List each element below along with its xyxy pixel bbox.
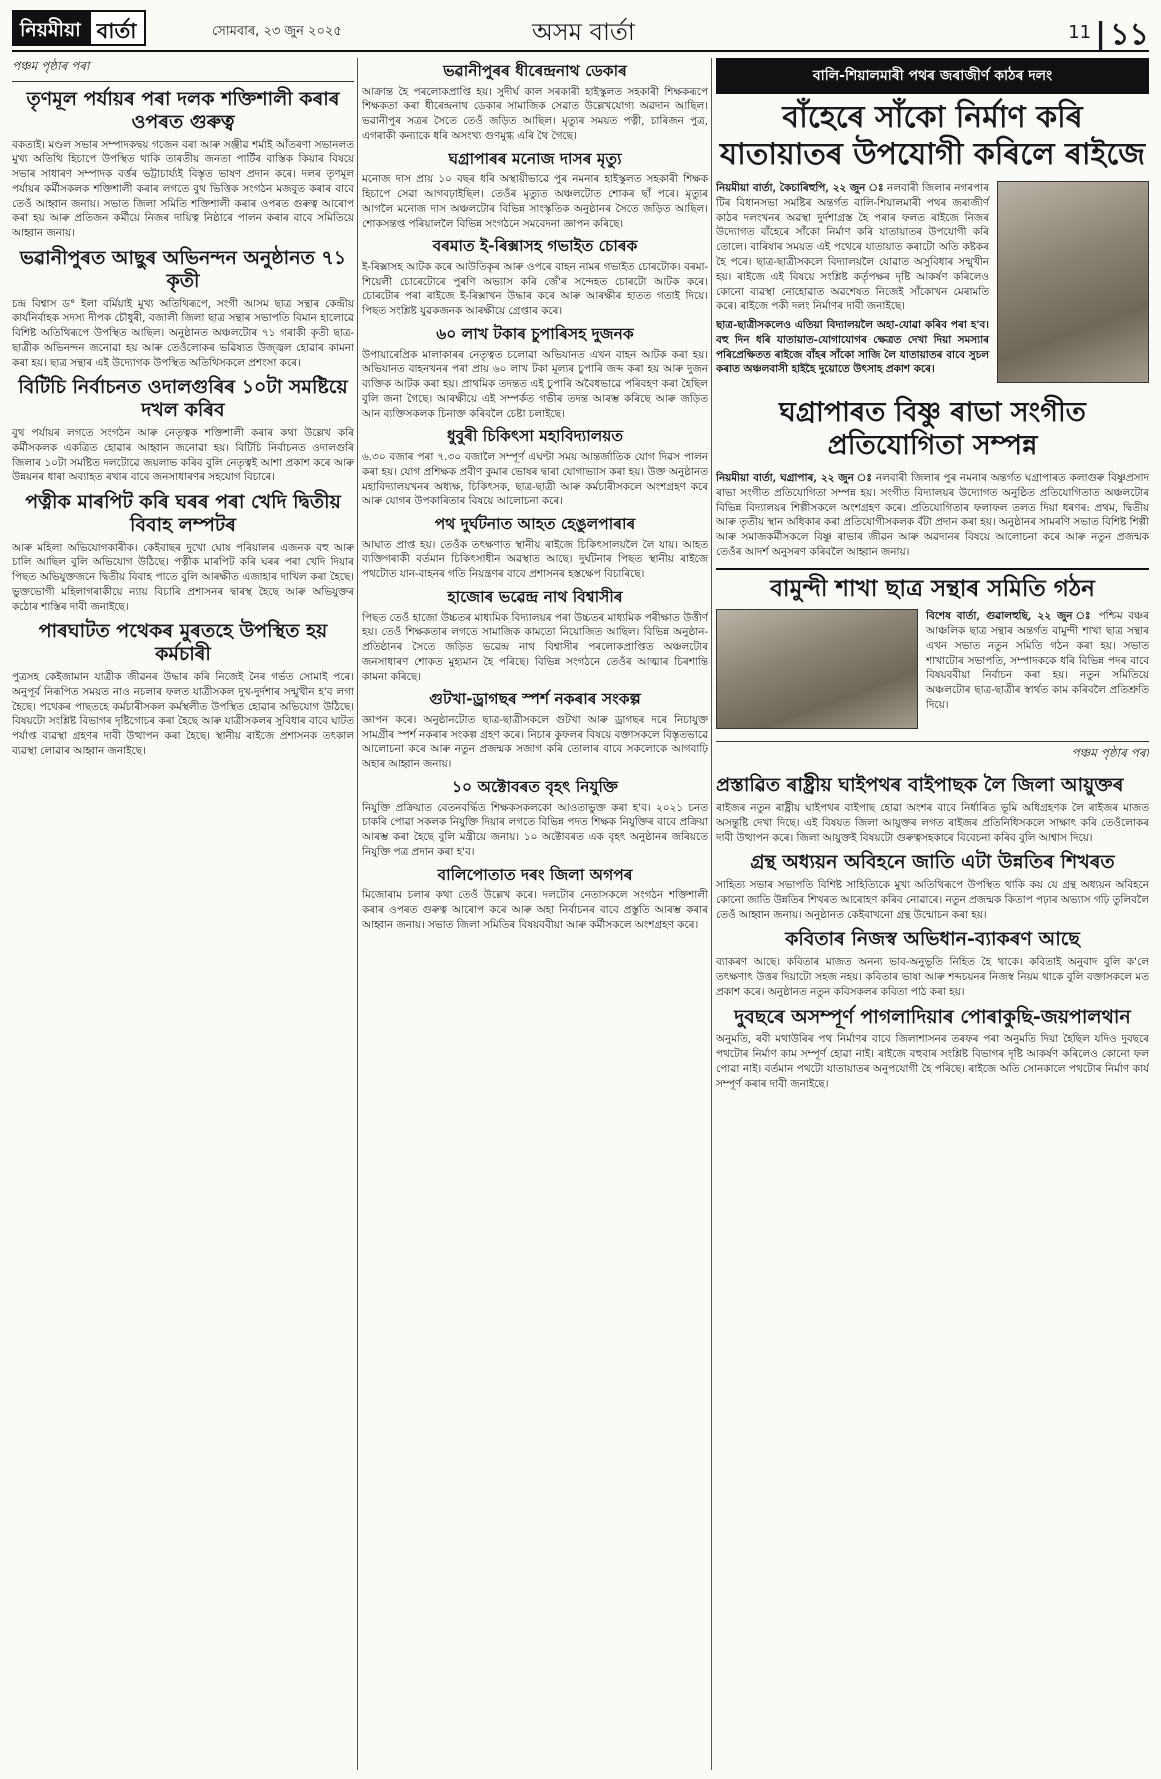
story-headline: প্ৰস্তাৱিত ৰাষ্ট্ৰীয় ঘাইপথৰ বাইপাছক লৈ জিলা আয়ুক্তৰ bbox=[716, 774, 1124, 797]
story-headline: ৬০ লাখ টকাৰ চুপাৰিসহ দুজনক bbox=[436, 324, 634, 343]
story-dateline: বিশেষ বাৰ্তা, গুৱালহুছি, ২২ জুন ঃ bbox=[926, 610, 1093, 623]
story-headline: পথ দুৰ্ঘটনাত আহত হেঙুলপাৰাৰ bbox=[434, 515, 636, 534]
story-body: নিযুক্তি প্ৰক্ৰিয়াত বেতনবৰ্দ্ধিত শিক্ষকসকলকো আওতাভুক্ত কৰা হ'ব। ২০২১ চনত চাকৰি পোৱা সকলক নিযুক্তি দিয়াৰ লগতে বিভিন্ন পদত শিক্ষক নিযুক্তিৰ বাবে প্ৰক্ৰিয়া আৰম্ভ কৰা হৈছে বুলি মন্ত্ৰীয়ে জনায়। ১০ অক্টোবৰত এক বৃহৎ অনুষ্ঠানৰ জৰিয়তে নিযুক্তি পত্ৰ প্ৰদান কৰা হ'ব। bbox=[362, 801, 708, 858]
story-body: চন্দ্ৰ বিশ্বাস ড° ইলা বৰ্মিয়াই মুখ্য অতিথিৰূপে, সংগী আসম ছাত্ৰ সন্থাৰ কেন্দ্ৰীয় কাৰ্যনিৰ্বাহক সদস্য দীপক চৌধুৰী, বজালী জিলা ছাত্ৰ সন্থাৰ সভাপতি বিমান হালোৱে বিশিষ্ট অতিথিৰূপে উপস্থিত আছিল। অনুষ্ঠানত অঞ্চলটোৰ ৭১ গৰাকী কৃতী ছাত্ৰ-ছাত্ৰীক অভিনন্দন জনোৱা হয় আৰু তেওঁলোকৰ ভৱিষ্যত উজ্জ্বল হোৱাৰ কামনা কৰা হয়। ছাত্ৰ সন্থাৰ এই উদ্যোগক উপস্থিত অতিথিসকলে প্ৰশংসা কৰে। bbox=[12, 297, 354, 369]
story-body: নলবাৰী জিলাৰ নগৰপাৰ টিৰ বিধানসভা সমষ্টিৰ অন্তৰ্গত বালি-শিয়ালমাৰী পথৰ জৰাজীৰ্ণ কাঠৰ দলংখনৰ অৱস্থা দুৰ্দশাগ্ৰস্ত হৈ পৰাৰ ফলত ৰাইজে নিজৰ উদ্যোগত বাঁহেৰে সাঁকো নিৰ্মাণ কৰি যাতায়াতৰ উপযোগী কৰি তোলে। বাৰিষাৰ সময়ত এই পথেৰে যাতায়াত কৰাটো অতি কষ্টকৰ হৈ পৰে। ছাত্ৰ-ছাত্ৰীসকলে বিদ্যালয়লৈ যোৱাত অসুবিধাৰ সন্মুখীন হয়। ৰাইজে এই বিষয়ে সংশ্লিষ্ট কৰ্তৃপক্ষৰ দৃষ্টি আকৰ্ষণ কৰিলেও কোনো ব্যৱস্থা নোহোৱাত অৱশেষত নিজেই সাঁকোখন মেৰামতি কৰে। ৰাইজে পকী দলং নিৰ্মাণৰ দাবী জনাইছে। bbox=[716, 182, 989, 313]
story bbox=[12, 376, 354, 485]
story-headline: বৰমাত ই-ৰিক্সাসহ গভাইত চোৰক bbox=[432, 237, 638, 256]
story-body: জ্ঞাপন কৰে। অনুষ্ঠানটোত ছাত্ৰ-ছাত্ৰীসকলে গুটখা আৰু ড্ৰাগছৰ দৰে নিচাযুক্ত সামগ্ৰীৰ স্পৰ্শ নকৰাৰ সংকল্প গ্ৰহণ কৰে। নিচাৰ কুফলৰ বিষয়ে বক্তাসকলে বিস্তৃতভাৱে আলোচনা কৰে আৰু নতুন প্ৰজন্মক সজাগ কৰি তোলাৰ বাবে সকলোকে আগবাঢ়ি অহাৰ আহ্বান জনায়। bbox=[362, 713, 708, 771]
story bbox=[362, 150, 708, 232]
right-column bbox=[716, 58, 1149, 1770]
left-column bbox=[12, 58, 354, 1770]
story bbox=[12, 491, 354, 614]
story-body: বুথ পৰ্যায়ৰ লগতে সংগঠন আৰু নেতৃত্বক শক্তিশালী কৰাৰ কথা উল্লেখ কৰি কৰ্মীসকলক একত্ৰিত হোৱাৰ আহ্বান জনোৱা হয়। বিটিচি নিৰ্বাচনত ওদালগুৰি জিলাৰ ১০টা সমষ্টিত দলটোৱে জয়লাভ কৰিব বুলি নেতৃত্বই আশা প্ৰকাশ কৰে আৰু উন্নয়নৰ ধাৰা অব্যাহত ৰখাৰ বাবে জনসাধাৰণৰ সহযোগ বিচাৰে। bbox=[12, 426, 354, 484]
story-body: আৰু মহিলা অভিযোগকাৰীক। কেইবাছৰ দুখো ঘোষ পৰিয়ালৰ এজনক বহু আৰু চালি আছিল বুলি অভিযোগ উঠিছে। পত্নীক মাৰপিট কৰি ঘৰৰ পৰা খেদি দিয়াৰ পিছত অভিযুক্তজনে দ্বিতীয় বিবাহ পাতে বুলি আৰক্ষীত এজাহাৰ দাখিল কৰা হৈছে। ভুক্তভোগী মহিলাগৰাকীয়ে ন্যায় বিচাৰি প্ৰশাসনৰ দ্বাৰস্থ হৈছে আৰু অভিযুক্তৰ কঠোৰ শাস্তিৰ দাবী জনাইছে। bbox=[12, 541, 354, 613]
page-number-small: 11 bbox=[1068, 22, 1092, 43]
story-headline: ভৱানীপুৰৰ ধীৰেন্দ্ৰনাথ ডেকাৰ bbox=[443, 62, 627, 80]
story bbox=[362, 866, 708, 933]
story-body: সাহিত্য সভাৰ সভাপতি বিশিষ্ট সাহিত্যিকে মুখ্য অতিথিৰূপে উপস্থিত থাকি কয় যে গ্ৰন্থ অধ্যয়ন অবিহনে কোনো জাতি উন্নতিৰ শিখৰত আৰোহণ কৰিব নোৱাৰে। নতুন প্ৰজন্মক কিতাপ পঢ়াৰ অভ্যাস গঢ়ি তুলিবলৈ তেওঁ আহ্বান জনায়। অনুষ্ঠানত কেইবাখনো গ্ৰন্থ উন্মোচন কৰা হয়। bbox=[716, 879, 1149, 921]
middle-column bbox=[362, 58, 708, 1770]
story-body: ৰাইজৰ নতুন ৰাষ্ট্ৰীয় ঘাইপথৰ বাইপাছ হোৱা অংশৰ বাবে নিৰ্ধাৰিত ভূমি অধিগ্ৰহণক লৈ ৰাইজৰ মাজত অসন্তুষ্টি দেখা দিছে। এই বিষয়ত জিলা আয়ুক্তৰ লগত ৰাইজৰ প্ৰতিনিধিসকলে সাক্ষাৎ কৰি তেওঁলোকৰ দাবী উত্থাপন কৰে। জিলা আয়ুক্তই বিষয়টো গুৰুত্বসহকাৰে বিবেচনা কৰিব বুলি আশ্বাস দিয়ে। bbox=[716, 802, 1149, 844]
story-body: অনুমতি, ৰবী মথাউৰিৰ পথ নিৰ্মাণৰ বাবে জিলাশাসনৰ তৰফৰ পৰা অনুমতি দিয়া হৈছিল যদিও দুবছৰে পথটোৰ নিৰ্মাণ কাম সম্পূৰ্ণ হোৱা নাই। ৰাইজে বহুবাৰ সংশ্লিষ্ট বিভাগৰ দৃষ্টি আকৰ্ষণ কৰিলেও কোনো ফল পোৱা নাই। বৰ্তমান পথটো যাতায়াতৰ অনুপযোগী হৈ পৰিছে। ৰাইজে অতি সোনকালে পথটোৰ নিৰ্মাণ কাৰ্য সম্পূৰ্ণ কৰাৰ দাবী জনাইছে। bbox=[716, 1033, 1149, 1090]
story bbox=[362, 690, 708, 772]
story-body: নলবাৰী জিলাৰ পুৰ নমনাৰ অন্তৰ্গত ঘগ্ৰাপাৰত কলাগুৰু বিষ্ণুপ্ৰসাদ ৰাভা সংগীত প্ৰতিযোগিতা সম্পন্ন হয়। সংগীত বিদ্যালয়ৰ উদ্যোগত অনুষ্ঠিত প্ৰতিযোগিতাত অঞ্চলটোৰ বিভিন্ন বিদ্যালয়ৰ শিল্পীসকলে অংশগ্ৰহণ কৰে। প্ৰতিযোগিতাৰ ফলাফল তলত দিয়া ধৰণৰ: প্ৰথম, দ্বিতীয় আৰু তৃতীয় স্থান অধিকাৰ কৰা প্ৰতিযোগীসকলক বঁটা প্ৰদান কৰা হয়। অনুষ্ঠানৰ সামৰণি সভাত বিশিষ্ট শিল্পী আৰু সমাজকৰ্মীসকলে বিষ্ণু ৰাভাৰ জীৱন আৰু অৱদানৰ বিষয়ে আলোচনা কৰে আৰু নতুন প্ৰজন্মক তেওঁৰ আদৰ্শ অনুসৰণ কৰিবলৈ আহ্বান জনায়। bbox=[716, 472, 1149, 558]
story bbox=[716, 851, 1149, 922]
story-headline: গ্ৰন্থ অধ্যয়ন অবিহনে জাতি এটা উন্নতিৰ শিখৰত bbox=[750, 851, 1115, 874]
story-body: বকতাই। মণ্ডল সভাৰ সম্পাদকদ্বয় গজেন বৰা আৰু সঞ্জীৱ শৰ্মাই আঁতৰণা সভানলত মুখ্য অতিথি হিচাপে উপস্থিত থাকি তাৰতীয় জনতা পাৰ্টিৰ বাস্তিক কিয়াৰ বিষয়ে সভাৰ সাধাৰণ সম্পাদক বৰ্ত্তৰ ভট্টাচাৰ্য্যই বিস্তৃত ভাষণ প্ৰদান কৰে। দলৰ তৃণমূল পৰ্যায়ৰ কৰ্মীসকলক শক্তিশালী কৰাৰ লগতে বুথ ভিত্তিক সংগঠন মজবুত কৰাৰ বাবে তেওঁ আহ্বান জনায়। সভাত জিলা সমিতি শক্তিশালী কৰাৰ ওপৰত গুৰুত্ব আৰোপ কৰা হয় আৰু প্ৰতিজন কৰ্মীয়ে নিজৰ দায়িত্ব নিষ্ঠাৰে পালন কৰাৰ বাবে সমিতিয়ে আহ্বান জনায়। bbox=[12, 138, 354, 240]
story-body: মিজোৰাম চলাৰ কথা তেওঁ উল্লেখ কৰে। দলটোৰ নেতাসকলে সংগঠন শক্তিশালী কৰাৰ ওপৰত গুৰুত্ব আৰোপ কৰে আৰু অহা নিৰ্বাচনৰ বাবে প্ৰস্তুতি আৰম্ভ কৰাৰ আহ্বান জনায়। সভাত জিলা সমিতিৰ বিষয়ববীয়া আৰু কৰ্মীসকলে অংশগ্ৰহণ কৰে। bbox=[362, 889, 708, 931]
issue-date: সোমবাৰ, ২৩ জুন ২০২৫ bbox=[212, 24, 342, 39]
story-body: পুত্ৰসহ কেইজামান যাত্ৰীক জীৱনৰ উদ্ধাৰ কৰি নিজেই নৈৰ গৰ্ভত সোমাই পৰে। অনুপূৰ্ব নিৰূপিত সময়ত নাও নচলাৰ ফলত যাত্ৰীসকল দুখ-দুৰ্দশাৰ সন্মুখীন হ'ব লগা হৈছে। পথেকৰ পাছতহে কৰ্মচাৰীসকল কৰ্মস্থলীত উপস্থিত হোৱাৰ অভিযোগ উঠিছে। বিষয়টো সংশ্লিষ্ট বিভাগৰ দৃষ্টিগোচৰ কৰা হৈছে আৰু যাত্ৰীসকলৰ সুবিধাৰ বাবে ঘাটত পৰ্যাপ্ত ব্যৱস্থা গ্ৰহণৰ দাবী উত্থাপন কৰা হৈছে। স্থানীয় ৰাইজে প্ৰশাসনক তৎকাল ব্যৱস্থা লোৱাৰ আহ্বান জনাইছে। bbox=[12, 671, 354, 757]
logo-left-word: নিয়মীয়া bbox=[12, 10, 89, 46]
story-headline: কবিতাৰ নিজস্ব অভিধান-ব্যাকৰণ আছে bbox=[785, 928, 1080, 951]
story-body: আঘাত প্ৰাপ্ত হয়। তেওঁক তৎক্ষণাত স্থানীয় ৰাইজে চিকিৎসালয়লৈ লৈ যায়। আহত ব্যক্তিগৰাকী বৰ্তমান চিকিৎসাধীন অৱস্থাত আছে। দুৰ্ঘটনাৰ পিছত স্থানীয় ৰাইজে পথটোত যান-বাহনৰ গতি নিয়ন্ত্ৰণৰ বাবে প্ৰশাসনৰ হস্তক্ষেপ বিচাৰিছে। bbox=[362, 538, 708, 581]
story-headline: বামুন্দী শাখা ছাত্ৰ সন্থাৰ সমিতি গঠন bbox=[716, 568, 1149, 604]
page-number-big: ১১ bbox=[1110, 17, 1149, 52]
story bbox=[716, 471, 1149, 560]
story-body: উপায়াৰেপ্ৰিক মালাকাৰৰ নেতৃত্বত চলোৱা অভিযানত এখন বাহন আটক কৰা হয়। অভিযানত বাহনখনৰ পৰা প্ৰায় ৬০ লাখ টকা মূল্যৰ চুপাৰি জব্দ কৰা হয় আৰু দুজন ব্যক্তিক আটক কৰা হয়। প্ৰাথমিক তদন্তত এই চুপাৰি অবৈধভাৱে পৰিবহণ কৰা হৈছিল বুলি জনা গৈছে। আৰক্ষীয়ে এই সম্পৰ্কত গভীৰ তদন্ত আৰম্ভ কৰিছে আৰু জড়িত আন ব্যক্তিসকলক চিনাক্ত কৰিবলৈ চেষ্টা চলাইছে। bbox=[362, 348, 708, 420]
story-headline: গুটখা-ড্ৰাগছৰ স্পৰ্শ নকৰাৰ সংকল্প bbox=[429, 690, 641, 709]
story-headline: তৃণমূল পৰ্যায়ৰ পৰা দলক শক্তিশালী কৰাৰ ওপৰত গুৰুত্ব bbox=[26, 88, 340, 133]
story bbox=[716, 774, 1149, 845]
continued-from-label: পঞ্চম পৃষ্ঠাৰ পৰা bbox=[716, 741, 1149, 768]
lead-story-kicker: বালি-শিয়ালমাৰী পথৰ জৰাজীৰ্ণ কাঠৰ দলং bbox=[716, 58, 1149, 94]
story-headline: ঘগ্ৰাপাৰত বিষ্ণু ৰাভা সংগীত প্ৰতিযোগিতা সম্পন্ন bbox=[779, 397, 1086, 462]
story-headline: বালিপোতাত দৰং জিলা অগপৰ bbox=[437, 865, 633, 884]
story-body: মনোজ দাস প্ৰায় ১০ বছৰ ধৰি অস্থায়ীভাৱে পুৰ নমনাৰ হাইস্কুলত সহকাৰী শিক্ষক হিচাপে সেৱা আগবঢ়াইছিল। তেওঁৰ মৃত্যুত অঞ্চলটোত শোকৰ ছাঁ পৰে। মৃত্যুৰ আগলৈ মনোজ দাস অঞ্চলটোৰ বিভিন্ন সাংস্কৃতিক অনুষ্ঠানৰ সৈতে জড়িত আছিল। শোকসন্তপ্ত পৰিয়াললৈ বিভিন্ন সংগঠনে সমবেদনা জ্ঞাপন কৰিছে। bbox=[362, 173, 708, 230]
story-body: পশ্চিম বঞ্চৰ আঞ্চলিক ছাত্ৰ সন্থাৰ অন্তৰ্গত বামুন্দী শাখা ছাত্ৰ সন্থাৰ এখন সভাত নতুন সমিতি গঠন কৰা হয়। সভাত শাখাটোৰ সভাপতি, সম্পাদককে ধৰি বিভিন্ন পদৰ বাবে বিষয়ববীয়া নিৰ্বাচন কৰা হয়। নতুন সমিতিয়ে অঞ্চলটোৰ ছাত্ৰ-ছাত্ৰীৰ স্বাৰ্থত কাম কৰিবলৈ প্ৰতিশ্ৰুতি দিয়ে। bbox=[926, 610, 1149, 711]
masthead bbox=[12, 8, 1149, 52]
bridge-photo bbox=[997, 181, 1149, 383]
story-headline: ধুবুৰী চিকিৎসা মহাবিদ্যালয়ত bbox=[446, 427, 624, 446]
column-divider bbox=[711, 58, 712, 1770]
photo-caption: ছাত্ৰ-ছাত্ৰীসকলেও এতিয়া বিদ্যালয়লৈ অহা-যোৱা কৰিব পৰা হ'ব। বহু দিন ধৰি যাতায়াত-যোগাযোগৰ ক্ষেত্ৰত দেখা দিয়া সমস্যাৰ পৰিপ্ৰেক্ষিতত ৰাইজে বাঁহৰ সাঁকো সাজি লৈ যাতায়াতৰ বাবে সুচল কৰাত অঞ্চলবাসী হাইহৈ দুয়োতে উৎসাহ প্ৰকাশ কৰে। bbox=[716, 319, 989, 376]
story-headline: দুবছৰে অসম্পূৰ্ণ পাগলাদিয়াৰ পোৰাকুছি-জয়পালথান bbox=[734, 1005, 1131, 1028]
story-body: ই-ৰিক্সাসহ আটক কৰে আউতিকৃৰ আৰু ওপৰে বাহন নামৰ গভাইত চোৰটোক। বৰমা-শিয়েলী চোৰেটোৰে পুৰণি অভ্যাস কৰি জেঁ'ৰ সন্দেহত চোৰটো আটক কৰে। চোৰটোৰ পৰা ৰাইজে ই-ৰিক্সাখন উদ্ধাৰ কৰে আৰু আৰক্ষীৰ হাতত গতাই দিয়ে। পিছত সংশ্লিষ্ট যুৱকজনক আৰক্ষীয়ে গ্ৰেপ্তাৰ কৰে। bbox=[362, 260, 708, 318]
story-dateline: নিয়মীয়া বাৰ্তা, কৈচাৰিহুপি, ২২ জুন ঃ bbox=[716, 182, 884, 195]
story bbox=[362, 778, 708, 860]
story-body: ব্যাকৰণ আছে। কবিতাৰ মাজত অনন্য ভাব-অনুভূতি নিহিত হৈ থাকে। কবিতাই অনুবাদ বুলি ক'লে তৎক্ষণাৎ উত্তৰ দিয়াটো সহজ নহয়। কবিতাৰ ভাষা আৰু শব্দচয়নৰ নিজস্ব নিয়ম থাকে বুলি বক্তাসকলে মত প্ৰকাশ কৰে। অনুষ্ঠানত নতুন কবিসকলৰ কবিতা পাঠ কৰা হয়। bbox=[716, 956, 1149, 998]
story-body: ৬.৩০ বজাৰ পৰা ৭.৩০ বজালৈ সম্পূৰ্ণ এঘণ্টা সময় আন্তৰ্জাতিক যোগ দিৱস পালন কৰা হয়। যোগ প্ৰশিক্ষক প্ৰবীণ কুমাৰ ভোষৰ দ্বাৰা যোগাভ্যাস কৰা হয়। উক্ত অনুষ্ঠানত মহাবিদ্যালয়খনৰ অধ্যক্ষ, চিকিৎসক, ছাত্ৰ-ছাত্ৰী আৰু কৰ্মচাৰীসকলে অংশগ্ৰহণ কৰে আৰু যোগৰ উপকাৰিতাৰ বিষয়ে আলোচনা কৰে। bbox=[362, 450, 708, 508]
story bbox=[362, 62, 708, 144]
story bbox=[362, 588, 708, 684]
story bbox=[362, 515, 708, 582]
column-divider bbox=[357, 58, 358, 1770]
lead-story-headline: বাঁহেৰে সাঁকো নিৰ্মাণ কৰি যাতায়াতৰ উপযোগী কৰিলে ৰাইজে bbox=[719, 100, 1146, 172]
story-headline: বিটিচি নিৰ্বাচনত ওদালগুৰিৰ ১০টা সমষ্টিয়ে দখল কৰিব bbox=[18, 376, 348, 422]
story-headline: পত্নীক মাৰপিট কৰি ঘৰৰ পৰা খেদি দ্বিতীয় বিবাহ লম্পটৰ bbox=[25, 491, 341, 536]
story bbox=[12, 247, 354, 370]
group-photo bbox=[716, 609, 918, 729]
story bbox=[716, 1006, 1149, 1092]
story bbox=[12, 620, 354, 758]
logo-right-word: বার্তা bbox=[89, 10, 147, 46]
page-number: $^{11}$ | ১১ bbox=[1068, 17, 1149, 52]
continued-from-label: পঞ্চম পৃষ্ঠাৰ পৰা bbox=[12, 58, 354, 82]
story-body: পিছত তেওঁ হাজো উচ্চতৰ মাধ্যমিক বিদ্যালয়ৰ পৰা উচ্চতৰ মাধ্যমিক পৰীক্ষাত উত্তীৰ্ণ হয়। তেওঁ শিক্ষকতাৰ লগতে সামাজিক কামতো নিয়োজিত আছিল। বিভিন্ন অনুষ্ঠান-প্ৰতিষ্ঠানৰ সৈতে জড়িত ভৱেন্দ্ৰ নাথ বিশ্বাসীৰ পৰলোকপ্ৰাপ্তিত অঞ্চলটোৰ জনসাধাৰণ শোকত মুহ্যমান হৈ পৰিছে। বিভিন্ন সংগঠনে তেওঁৰ আত্মাৰ চিৰশান্তি কামনা কৰিছে। bbox=[362, 611, 708, 683]
story bbox=[362, 325, 708, 421]
story-headline: ঘগ্ৰাপাৰৰ মনোজ দাসৰ মৃত্যু bbox=[448, 149, 622, 168]
story bbox=[362, 427, 708, 509]
story bbox=[716, 928, 1149, 999]
story-headline: ভৱানীপুৰত আছুৰ অভিনন্দন অনুষ্ঠানত ৭১ কৃতী bbox=[19, 246, 347, 292]
newspaper-logo bbox=[12, 10, 146, 46]
story bbox=[12, 88, 354, 241]
story-body: আক্ৰান্ত হৈ পৰলোকপ্ৰাপ্তি হয়। সুদীৰ্ঘ কাল সৰকাৰী হাইস্কুলত সহকাৰী শিক্ষকৰূপে শিক্ষকতা কৰা ধীৰেন্দ্ৰনাথ ডেকাৰ সামাজিক সেৱাত উল্লেখযোগ্য অৱদান আছিল। ভৱানীপুৰ সত্ৰৰ সৈতে তেওঁ জড়িত আছিল। মৃত্যুৰ সময়ত পত্নী, চাৰিজন পুত্ৰ, এগৰাকী কন্যাকে ধৰি অসংখ্য গুণমুগ্ধ এৰি থৈ গৈছে। bbox=[362, 85, 708, 142]
story bbox=[716, 609, 1149, 735]
story-headline: ১০ অক্টোবৰত বৃহৎ নিযুক্তি bbox=[452, 778, 618, 797]
story-headline: পাৰঘাটত পথেকৰ মুৰতহে উপস্থিত হয় কৰ্মচাৰী bbox=[38, 620, 328, 666]
story-headline: হাজোৰ ভৱেন্দ্ৰ নাথ বিশ্বাসীৰ bbox=[447, 587, 623, 606]
story-dateline: নিয়মীয়া বাৰ্তা, ঘগ্ৰাপাৰ, ২২ জুন ঃ bbox=[716, 472, 873, 485]
story bbox=[362, 237, 708, 319]
section-title: অসম বাৰ্তা bbox=[532, 18, 635, 46]
lead-story bbox=[716, 181, 1149, 389]
